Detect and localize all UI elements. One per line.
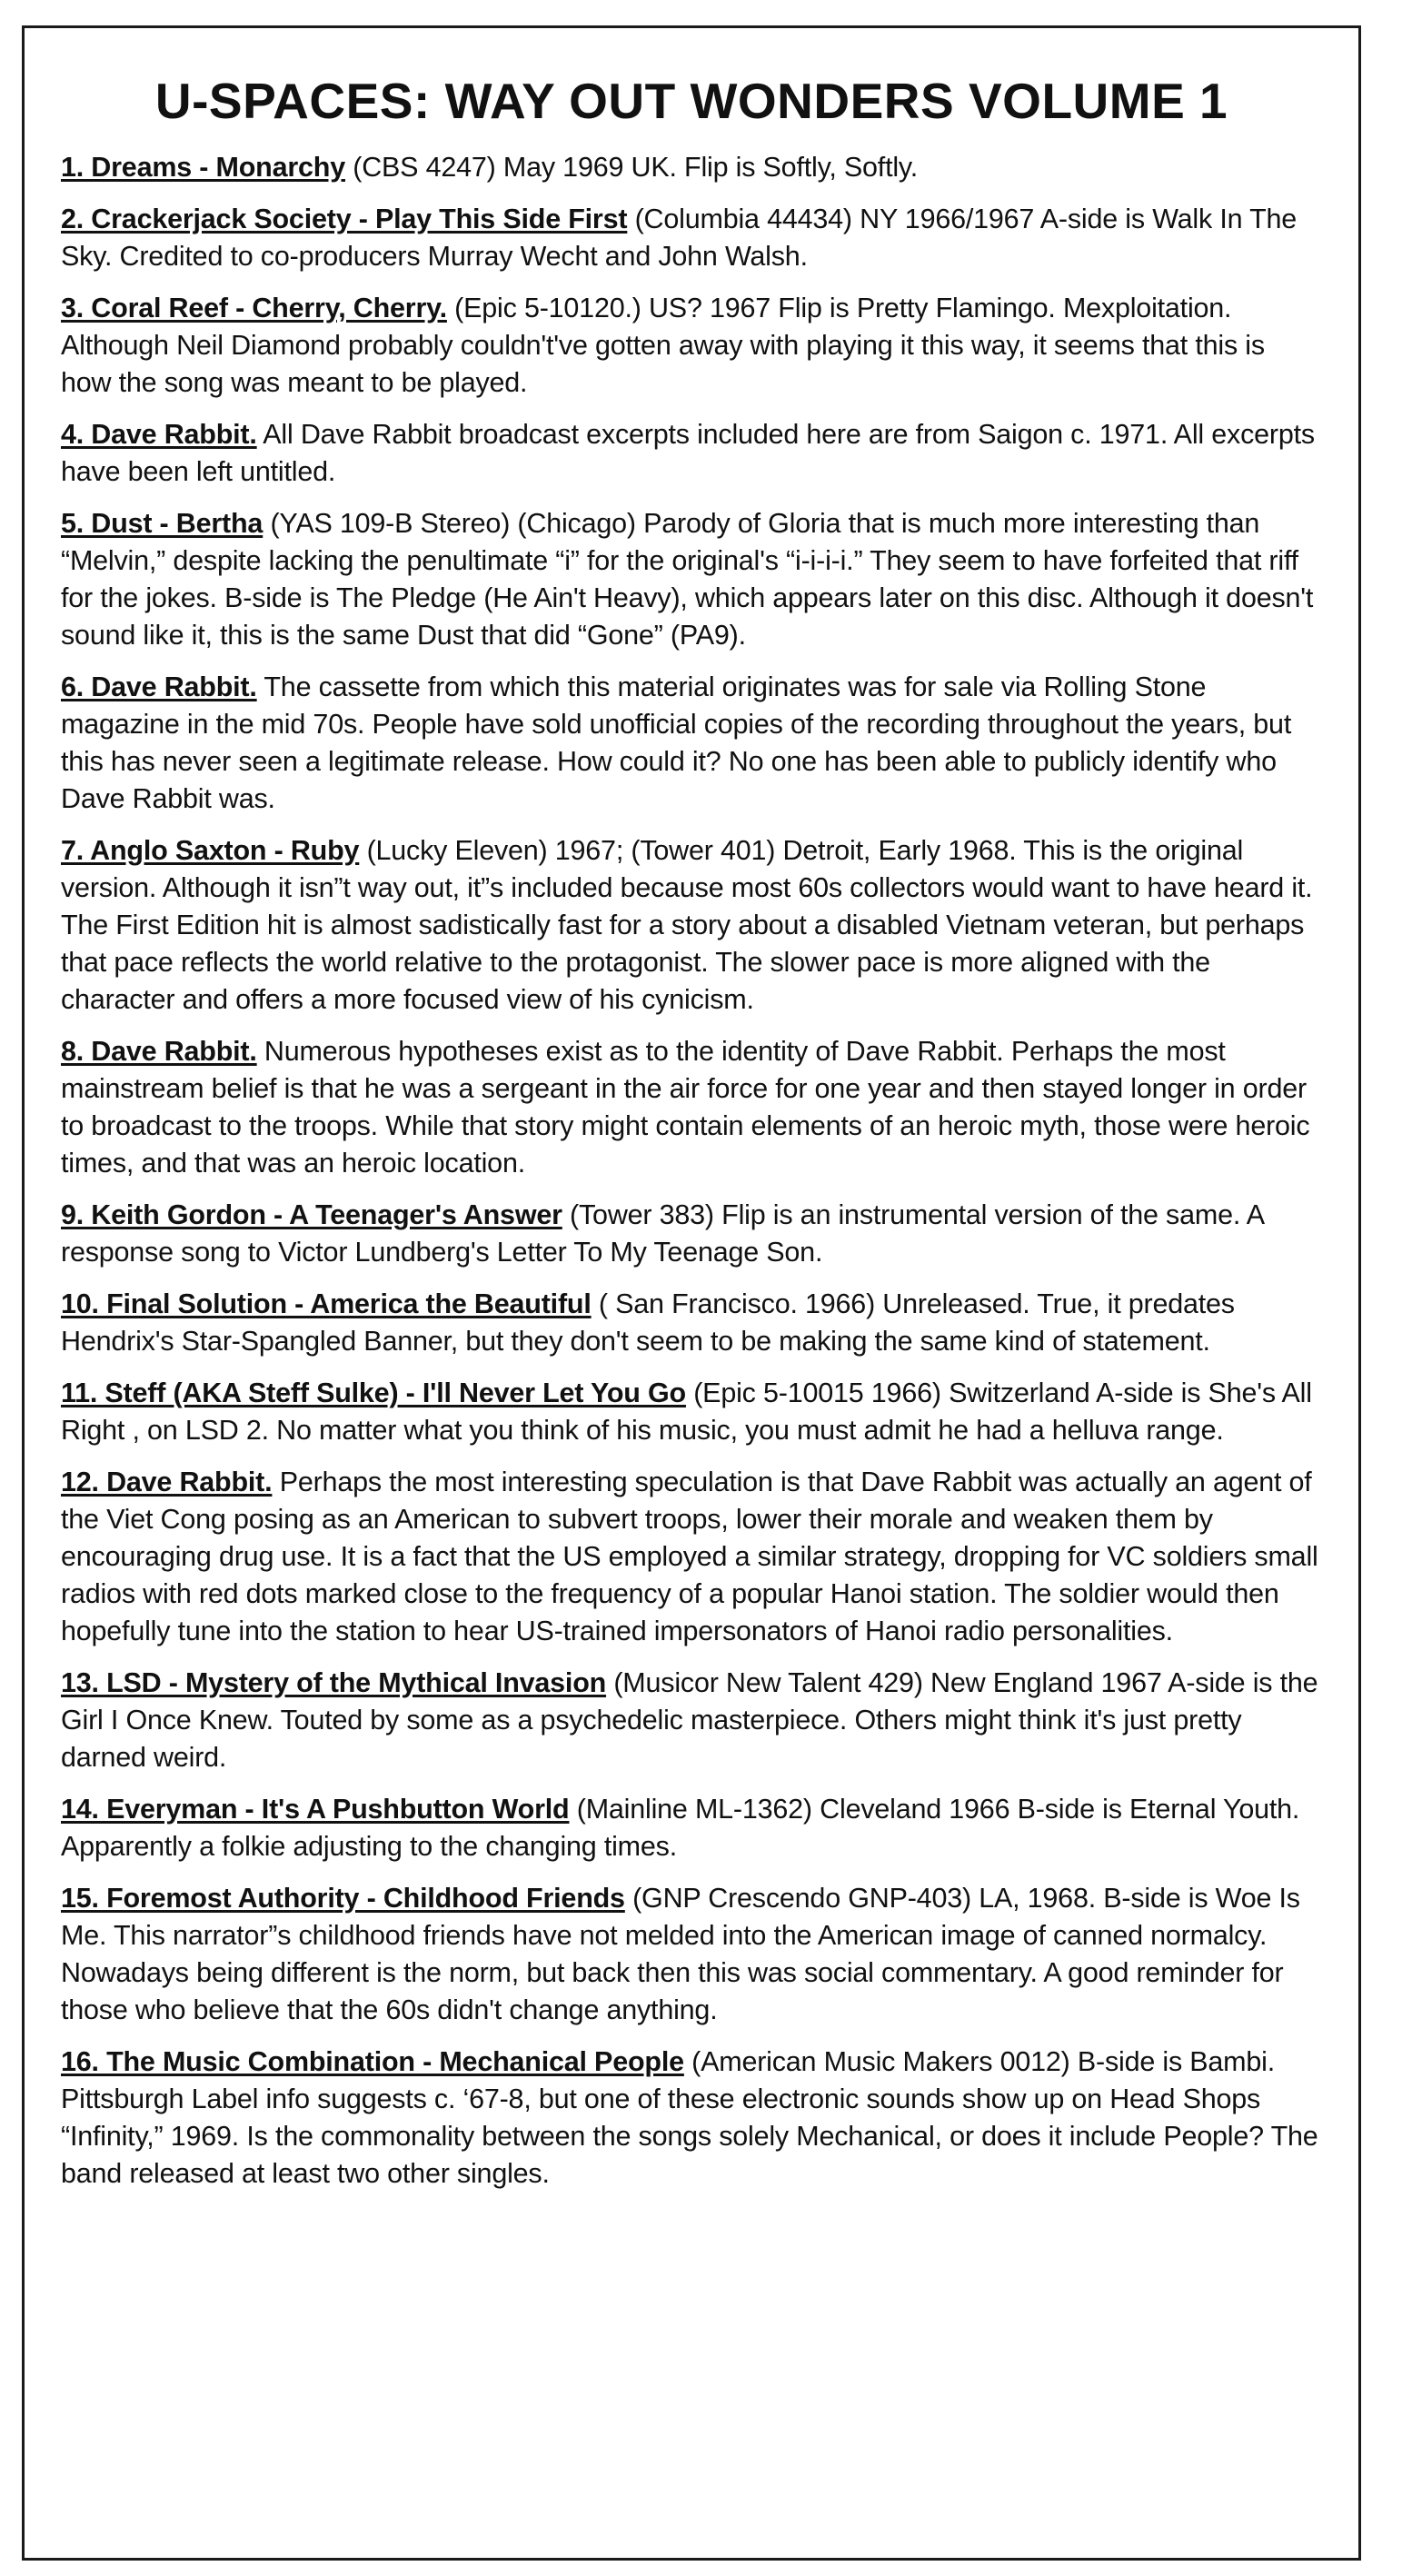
track-heading: 2. Crackerjack Society - Play This Side First bbox=[61, 203, 628, 234]
track-notes: (Mainline ML-1362) Cleveland 1966 B-side is Eternal Youth. Apparently a folkie adjusting to the changing times. bbox=[61, 1793, 1300, 1862]
track-entry-13 bbox=[61, 1665, 1322, 1776]
track-notes: ( San Francisco. 1966) Unreleased. True, it predates Hendrix's Star-Spangled Banner, but they don't seem to be making the same kind of statement. bbox=[61, 1288, 1235, 1357]
track-entry-6 bbox=[61, 669, 1322, 818]
track-notes: Numerous hypotheses exist as to the identity of Dave Rabbit. Perhaps the most mainstream belief is that he was a sergeant in the air force for one year and then stayed longer in order to broadcast to the troops. While that story might contain elements of an heroic myth, those were heroic times, and that was an heroic location. bbox=[61, 1035, 1310, 1179]
track-notes: Perhaps the most interesting speculation is that Dave Rabbit was actually an agent of the Viet Cong posing as an American to subvert troops, lower their morale and weaken them by encouraging drug use. It is a fact that the US employed a similar strategy, dropping for VC soldiers small radios with red dots marked close to the frequency of a popular Hanoi station. The soldier would then hopefully tune into the station to hear US-trained impersonators of Hanoi radio personalities. bbox=[61, 1466, 1318, 1646]
track-entry-11 bbox=[61, 1375, 1322, 1449]
track-notes: (GNP Crescendo GNP-403) LA, 1968. B-side is Woe Is Me. This narrator”s childhood friends have not melded into the American image of canned normalcy. Nowadays being different is the norm, but back then this was social commentary. A good reminder for those who believe that the 60s didn't change anything. bbox=[61, 1882, 1300, 2025]
track-heading: 8. Dave Rabbit. bbox=[61, 1035, 257, 1067]
track-entry-1 bbox=[61, 149, 1322, 186]
track-notes: (CBS 4247) May 1969 UK. Flip is Softly, Softly. bbox=[344, 151, 918, 183]
track-heading: 14. Everyman - It's A Pushbutton World bbox=[61, 1793, 570, 1825]
track-notes: (American Music Makers 0012) B-side is Bambi. Pittsburgh Label info suggests c. ‘67-8, but one of these electronic sounds show up on Head Shops “Infinity,” 1969. Is the commonality between the songs solely Mechanical, or does it include People? The band released at least two other singles. bbox=[61, 2045, 1318, 2189]
track-entry-2 bbox=[61, 201, 1322, 275]
track-heading: 5. Dust - Bertha bbox=[61, 507, 263, 539]
track-entry-16 bbox=[61, 2044, 1322, 2193]
track-entry-8 bbox=[61, 1033, 1322, 1182]
track-notes: All Dave Rabbit broadcast excerpts included here are from Saigon c. 1971. All excerpts have been left untitled. bbox=[61, 418, 1315, 487]
track-heading: 1. Dreams - Monarchy bbox=[61, 151, 345, 183]
track-heading: 4. Dave Rabbit. bbox=[61, 418, 257, 450]
track-notes: (Columbia 44434) NY 1966/1967 A-side is Walk In The Sky. Credited to co-producers Murray Wecht and John Walsh. bbox=[61, 203, 1298, 272]
track-heading: 7. Anglo Saxton - Ruby bbox=[61, 834, 360, 866]
track-entry-3 bbox=[61, 290, 1322, 402]
track-heading: 3. Coral Reef - Cherry, Cherry. bbox=[61, 292, 447, 323]
track-heading: 9. Keith Gordon - A Teenager's Answer bbox=[61, 1198, 562, 1230]
track-entry-9 bbox=[61, 1197, 1322, 1271]
track-entry-4 bbox=[61, 416, 1322, 491]
track-heading: 6. Dave Rabbit. bbox=[61, 671, 257, 702]
track-entry-5 bbox=[61, 505, 1322, 654]
track-notes: (Musicor New Talent 429) New England 1967 A-side is the Girl I Once Knew. Touted by some as a psychedelic masterpiece. Others might think it's just pretty darned weird. bbox=[61, 1666, 1318, 1773]
track-entry-14 bbox=[61, 1791, 1322, 1865]
track-notes: (YAS 109-B Stereo) (Chicago) Parody of Gloria that is much more interesting than “Melvin,” despite lacking the penultimate “i” for the original's “i-i-i-i.” They seem to have forfeited that riff for the jokes. B-side is The Pledge (He Ain't Heavy), which appears later on this disc. Although it doesn't sound like it, this is the same Dust that did “Gone” (PA9). bbox=[61, 507, 1314, 651]
track-notes: (Lucky Eleven) 1967; (Tower 401) Detroit, Early 1968. This is the original version. Although it isn”t way out, it”s included because most 60s collectors would want to have heard it. The First Edition hit is almost sadistically fast for a story about a disabled Vietnam veteran, but perhaps that pace reflects the world relative to the protagonist. The slower pace is more aligned with the character and offers a more focused view of his cynicism. bbox=[61, 834, 1313, 1015]
page-title: U-SPACES: WAY OUT WONDERS VOLUME 1 bbox=[154, 73, 1228, 129]
track-notes: (Epic 5-10120.) US? 1967 Flip is Pretty Flamingo. Mexploitation. Although Neil Diamond probably couldn't've gotten away with playing it this way, it seems that this is how the song was meant to be played. bbox=[61, 292, 1265, 398]
track-heading: 16. The Music Combination - Mechanical People bbox=[61, 2045, 684, 2077]
track-entry-10 bbox=[61, 1286, 1322, 1360]
track-notes: The cassette from which this material originates was for sale via Rolling Stone magazine in the mid 70s. People have sold unofficial copies of the recording throughout the years, but this has never seen a legitimate release. How could it? No one has been able to publicly identify who Dave Rabbit was. bbox=[61, 671, 1292, 814]
track-entry-15 bbox=[61, 1880, 1322, 2029]
track-heading: 13. LSD - Mystery of the Mythical Invasion bbox=[61, 1666, 607, 1698]
track-heading: 12. Dave Rabbit. bbox=[61, 1466, 273, 1497]
track-notes: (Epic 5-10015 1966) Switzerland A-side is She's All Right , on LSD 2. No matter what you think of his music, you must admit he had a helluva range. bbox=[61, 1377, 1312, 1446]
track-entry-7 bbox=[61, 832, 1322, 1019]
track-heading: 15. Foremost Authority - Childhood Friends bbox=[61, 1882, 625, 1914]
liner-notes-page bbox=[22, 25, 1361, 2561]
track-heading: 10. Final Solution - America the Beautiful bbox=[61, 1288, 592, 1319]
track-entry-12 bbox=[61, 1464, 1322, 1650]
track-notes: (Tower 383) Flip is an instrumental version of the same. A response song to Victor Lundberg's Letter To My Teenage Son. bbox=[61, 1198, 1264, 1268]
track-heading: 11. Steff (AKA Steff Sulke) - I'll Never Let You Go bbox=[61, 1377, 686, 1408]
